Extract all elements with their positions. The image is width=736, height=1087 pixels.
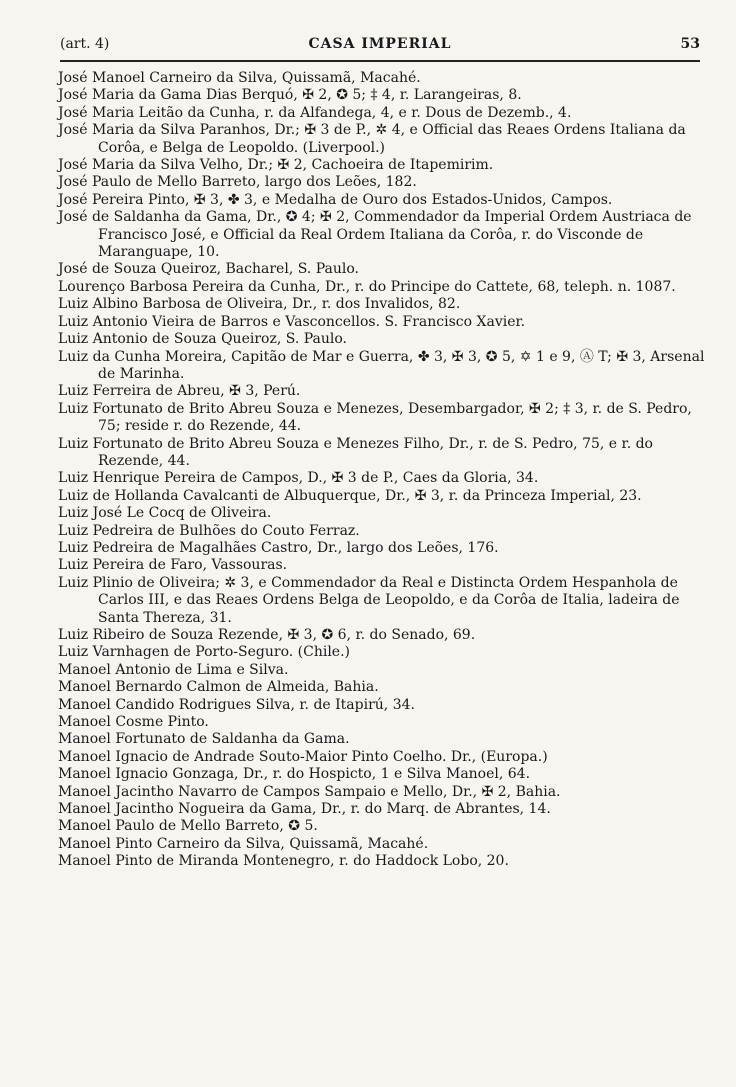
list-item: Lourenço Barbosa Pereira da Cunha, Dr., r. do Principe do Cattete, 68, teleph. n. 1087. (58, 278, 676, 295)
list-item: Luiz Albino Barbosa de Oliveira, Dr., r. dos Invalidos, 82. (58, 296, 461, 313)
list-item: Luiz Varnhagen de Porto-Seguro. (Chile.) (58, 644, 351, 661)
list-item: Manoel Ignacio de Andrade Souto-Maior Pinto Coelho. Dr., (Europa.) (58, 748, 548, 765)
list-item: Manoel Jacintho Navarro de Campos Sampaio e Mello, Dr., ✠ 2, Bahia. (58, 783, 561, 800)
list-item: Luiz Ribeiro de Souza Rezende, ✠ 3, ✪ 6, r. do Senado, 69. (58, 627, 476, 643)
list-item: Luiz da Cunha Moreira, Capitão de Mar e Guerra, ✤ 3, ✠ 3, ✪ 5, ✡ 1 e 9, Ⓐ T; ✠ 3, Arsenal de Marinha. (58, 348, 705, 382)
list-item: Manoel Fortunato de Saldanha da Gama. (58, 731, 350, 748)
list-item: Luiz Fortunato de Brito Abreu Souza e Menezes, Desembargador, ✠ 2; ‡ 3, r. de S. Pedro, 75; reside r. do Rezende, 44. (58, 400, 692, 435)
list-item: José Paulo de Mello Barreto, largo dos Leões, 182. (58, 174, 417, 191)
list-item: Manoel Bernardo Calmon de Almeida, Bahia. (58, 679, 379, 696)
list-item: Luiz Henrique Pereira de Campos, D., ✠ 3 de P., Caes da Gloria, 34. (58, 470, 539, 487)
list-item: José Maria da Silva Velho, Dr.; ✠ 2, Cachoeira de Itapemirim. (58, 157, 494, 174)
list-item: Luiz Pereira de Faro, Vassouras. (58, 557, 288, 574)
list-item: Manoel Jacintho Nogueira da Gama, Dr., r. do Marq. de Abrantes, 14. (58, 801, 551, 818)
list-item: Luiz Plinio de Oliveira; ✲ 3, e Commendador da Real e Distincta Ordem Hespanhola de Carlos III, e das Reaes Ordens Belga de Leopoldo, e da Corôa de Italia, ladeira de Santa Thereza, 31. (58, 574, 680, 626)
list-item: Manoel Ignacio Gonzaga, Dr., r. do Hospicto, 1 e Silva Manoel, 64. (58, 766, 531, 783)
list-item: Manoel Pinto Carneiro da Silva, Quissamã, Macahé. (58, 835, 429, 852)
list-item: José Manoel Carneiro da Silva, Quissamã, Macahé. (58, 70, 421, 86)
list-item: José de Souza Queiroz, Bacharel, S. Paulo. (58, 261, 359, 278)
list-item: Luiz Ferreira de Abreu, ✠ 3, Perú. (58, 383, 301, 400)
list-item: Manoel Antonio de Lima e Silva. (58, 661, 289, 678)
list-item: José de Saldanha da Gama, Dr., ✪ 4; ✠ 2, Commendador da Imperial Ordem Austriaca de Francisco José, e Official da Real Ordem Italiana da Corôa, r. do Visconde de Maranguape, 10. (58, 209, 692, 261)
entry-list (58, 70, 708, 871)
list-item: José Maria da Silva Paranhos, Dr.; ✠ 3 de P., ✲ 4, e Official das Reaes Ordens Italiana da Corôa, e Belga de Leopoldo. (Liverpool.) (58, 122, 686, 156)
section-reference: (art. 4) (60, 36, 110, 52)
page-number: 53 (680, 36, 700, 52)
list-item: Luiz Fortunato de Brito Abreu Souza e Menezes Filho, Dr., r. de S. Pedro, 75, e r. do Rezende, 44. (58, 435, 653, 469)
list-item: José Maria da Gama Dias Berquó, ✠ 2, ✪ 5; ‡ 4, r. Larangeiras, 8. (58, 87, 522, 104)
list-item: Manoel Pinto de Miranda Montenegro, r. do Haddock Lobo, 20. (58, 853, 509, 870)
page-title: CASA IMPERIAL (308, 36, 452, 52)
list-item: José Maria Leitão da Cunha, r. da Alfandega, 4, e r. Dous de Dezemb., 4. (58, 104, 572, 121)
list-item: Luiz de Hollanda Cavalcanti de Albuquerque, Dr., ✠ 3, r. da Princeza Imperial, 23. (58, 487, 642, 504)
list-item: Luiz Pedreira de Bulhões do Couto Ferraz. (58, 522, 360, 539)
list-item: Luiz Antonio de Souza Queiroz, S. Paulo. (58, 331, 347, 348)
page-header (60, 34, 700, 62)
list-item: Manoel Candido Rodrigues Silva, r. de Itapirú, 34. (58, 696, 415, 713)
list-item: Manoel Cosme Pinto. (58, 714, 209, 731)
list-item: José Pereira Pinto, ✠ 3, ✤ 3, e Medalha de Ouro dos Estados-Unidos, Campos. (58, 191, 613, 208)
list-item: Luiz Antonio Vieira de Barros e Vasconcellos. S. Francisco Xavier. (58, 313, 526, 330)
list-item: Manoel Paulo de Mello Barreto, ✪ 5. (58, 818, 318, 835)
list-item: Luiz José Le Cocq de Oliveira. (58, 505, 272, 522)
list-item: Luiz Pedreira de Magalhães Castro, Dr., largo dos Leões, 176. (58, 539, 499, 556)
